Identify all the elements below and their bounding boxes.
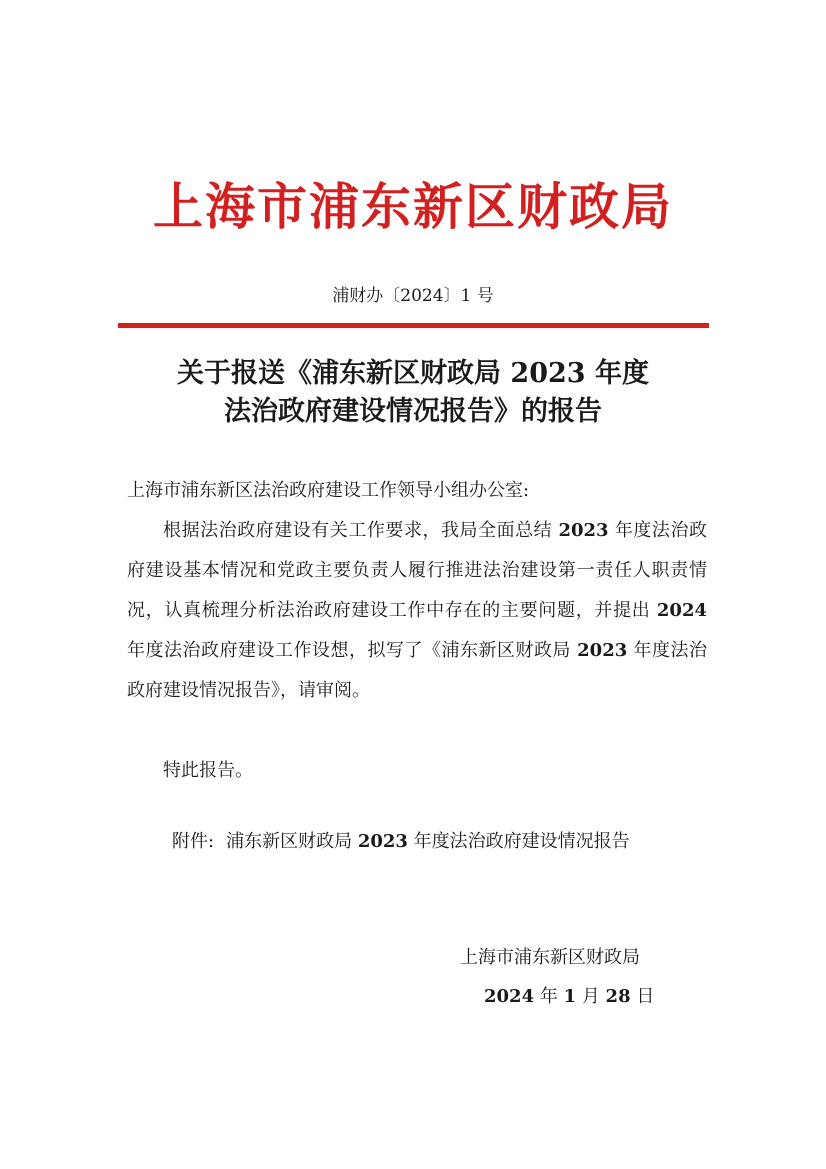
date-month: 1 bbox=[563, 986, 577, 1007]
date-unit: 月 bbox=[576, 986, 606, 1007]
document-title-line-1: 关于报送《浦东新区财政局 2023 年度 bbox=[177, 358, 649, 389]
issuing-authority-title: 上海市浦东新区财政局 bbox=[153, 177, 673, 236]
attachment-label: 附件: bbox=[172, 831, 215, 852]
date-unit: 日 bbox=[630, 986, 655, 1007]
date-year: 2024 bbox=[484, 986, 535, 1007]
document-title-line-2: 法治政府建设情况报告》的报告 bbox=[224, 396, 602, 427]
body-paragraph-text: 年度法治政府建设基本情况和党政主要负责人履行推进法治建设第一责任人职责情况，认真梳理分析法治政府建设工作中存在的主要问题，并提出 bbox=[127, 520, 707, 621]
date-day: 28 bbox=[605, 986, 631, 1007]
attachment-line bbox=[172, 825, 707, 859]
red-divider-rule bbox=[118, 323, 709, 328]
closing-remark: 特此报告。 bbox=[163, 760, 253, 781]
body-paragraph-text: 年度法治政府建设工作设想，拟写了《浦东新区财政局 bbox=[127, 640, 578, 661]
body-paragraph-text: 根据法治政府建设有关工作要求，我局全面总结 bbox=[163, 520, 559, 541]
date-unit: 年 bbox=[534, 986, 564, 1007]
body-paragraph bbox=[127, 511, 707, 711]
year-figure: 2023 bbox=[558, 520, 609, 541]
attachment-title-text: 年度法治政府建设情况报告 bbox=[407, 831, 630, 852]
signature-date bbox=[484, 980, 654, 1014]
year-figure: 2024 bbox=[656, 600, 707, 621]
year-figure: 2023 bbox=[577, 640, 628, 661]
year-figure: 2023 bbox=[357, 831, 408, 852]
signature-organization: 上海市浦东新区财政局 bbox=[460, 947, 640, 968]
addressee: 上海市浦东新区法治政府建设工作领导小组办公室: bbox=[127, 480, 530, 501]
document-number: 浦财办〔2024〕1 号 bbox=[332, 286, 494, 306]
attachment-title bbox=[214, 825, 707, 859]
attachment-title-text: 浦东新区财政局 bbox=[226, 831, 358, 852]
body-paragraph-text: 年度法治政府建设情况报告》，请审阅。 bbox=[127, 640, 707, 701]
